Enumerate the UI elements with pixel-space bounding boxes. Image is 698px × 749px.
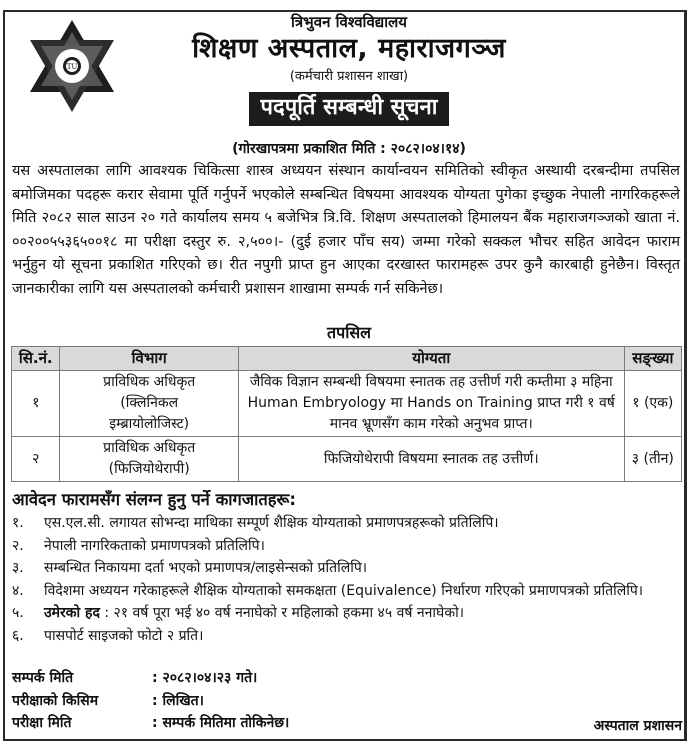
header-department: विभाग (60, 347, 238, 371)
list-item (12, 535, 680, 558)
age-limit-text: : २१ वर्ष पूरा भई ४० वर्ष ननाघेको र महिलाको हकमा ४५ वर्ष ननाघेको। (104, 605, 465, 621)
exam-details (12, 667, 289, 735)
header-qualification: योग्यता (238, 347, 624, 371)
header-sn: सि.नं. (12, 347, 60, 371)
row-count: १ (एक) (624, 371, 681, 437)
list-item (12, 512, 680, 535)
item-text: विदेशमा अध्ययन गरेकाहरूले शैक्षिक योग्यताको समकक्षता (Equivalence) निर्धारण गरिएको प्रमाणपत्रको प्रतिलिपि। (44, 582, 644, 599)
schedule-title: तपसिल (326, 323, 372, 342)
exam-type-label: परीक्षाको किसिम (12, 692, 99, 709)
university-name: त्रिभुवन विश्वविद्यालय (291, 13, 407, 31)
contact-date-value: : २०८२।०४।२३ गते। (152, 670, 258, 686)
table-header-row (12, 347, 682, 371)
dept-line: प्राविधिक अधिकृत (103, 440, 196, 456)
list-item (12, 557, 680, 580)
signoff: अस्पताल प्रशासन (593, 718, 682, 734)
dept-line: प्राविधिक अधिकृत (103, 374, 196, 390)
row-qualification: जैविक विज्ञान सम्बन्धी विषयमा स्नातक तह उत्तीर्ण गरी कम्तीमा ३ महिना Human Embryology मा Hands on Training प्राप्त गरी १ वर्ष मानव भ्रूणसँग काम गरेको अनुभव प्राप्त। (238, 371, 624, 437)
item-text: सम्बन्धित निकायमा दर्ता भएको प्रमाणपत्र/लाइसेन्सको प्रतिलिपि। (44, 560, 368, 576)
table-row (12, 437, 682, 482)
exam-type-value: : लिखित। (152, 692, 204, 709)
svg-text:TU: TU (66, 63, 78, 71)
branch-name: (कर्मचारी प्रशासन शाखा) (289, 69, 409, 84)
item-text: पासपोर्ट साइजको फोटो २ प्रति। (44, 627, 204, 644)
list-item (12, 602, 680, 625)
contact-date-label: सम्पर्क मिति (12, 670, 74, 686)
row-sn: १ (12, 371, 60, 437)
contact-date-row (12, 667, 289, 690)
item-text: नेपाली नागरिकताको प्रमाणपत्रको प्रतिलिपि। (44, 537, 265, 554)
exam-date-row (12, 712, 289, 735)
row-count: ३ (तीन) (624, 437, 681, 482)
dept-line: (फिजियोथेरापी) (108, 461, 190, 477)
table-row (12, 371, 682, 437)
hospital-name: शिक्षण अस्पताल, महाराजगञ्ज (192, 33, 506, 64)
dept-line: इम्ब्रायोलोजिस्ट) (109, 416, 190, 432)
dept-line: (क्लिनिकल (120, 395, 179, 411)
exam-date-label: परीक्षा मिति (12, 715, 72, 731)
item-number: ४. (12, 582, 24, 599)
item-number: ३. (12, 560, 24, 576)
item-text (44, 602, 680, 625)
exam-date-value: : सम्पर्क मितिमा तोकिनेछ। (152, 715, 290, 731)
documents-title: आवेदन फारामसँग संलग्न हुनु पर्ने कागजातहरू: (12, 490, 296, 509)
row-department (60, 371, 238, 437)
item-number: १. (12, 515, 24, 531)
vacancy-table (11, 346, 682, 482)
row-qualification: फिजियोथेरापी विषयमा स्नातक तह उत्तीर्ण। (238, 437, 624, 482)
header-count: सङ्ख्या (624, 347, 681, 371)
list-item (12, 625, 680, 648)
item-number: ६. (12, 627, 24, 644)
list-item (12, 580, 680, 603)
notice-title: पदपूर्ति सम्बन्धी सूचना (249, 92, 450, 126)
row-department (60, 437, 238, 482)
item-number: २. (12, 537, 24, 554)
exam-type-row (12, 690, 289, 713)
age-limit-label: उमेरको हद (44, 605, 100, 621)
documents-list (12, 512, 680, 647)
item-number: ५. (12, 605, 24, 621)
row-sn: २ (12, 437, 60, 482)
item-text: एस.एल.सी. लगायत सोभन्दा माथिका सम्पूर्ण शैक्षिक योग्यताको प्रमाणपत्रहरूको प्रतिलिपि। (44, 515, 499, 531)
notice-body: यस अस्पतालका लागि आवश्यक चिकित्सा शास्त्र अध्ययन संस्थान कार्यान्वयन समितिको स्वीकृत अस्थायी दरबन्दीमा तपसिल बमोजिमका पदहरू करार सेवामा पूर्ति गर्नुपर्ने भएकोले सम्बन्धित विषयमा आवश्यक योग्यता पुगेका इच्छुक नेपाली नागरिकहरूले मिति २०८२ साल साउन २० गते कार्यालय समय ५ बजेभित्र त्रि.वि. शिक्षण अस्पतालको हिमालयन बैंक महाराजगञ्जको खाता नं. ००२००५५३६५००१८ मा परीक्षा दस्तुर रु. २,५००।- (दुई हजार पाँच सय) जम्मा गरेको सक्कल भौचर सहित आवेदन फाराम भर्नुहुन यो सूचना प्रकाशित गरिएको छ। रीत नपुगी प्राप्त हुन आएका दरखास्त फारामहरू उपर कुनै कारबाही हुनेछैन। विस्तृत जानकारीका लागि यस अस्पतालको कर्मचारी प्रशासन शाखामा सम्पर्क गर्न सकिनेछ। (12, 163, 680, 297)
publication-date: (गोरखापत्रमा प्रकाशित मिति : २०८२।०४।१४) (232, 141, 466, 157)
notice-header (0, 12, 698, 126)
